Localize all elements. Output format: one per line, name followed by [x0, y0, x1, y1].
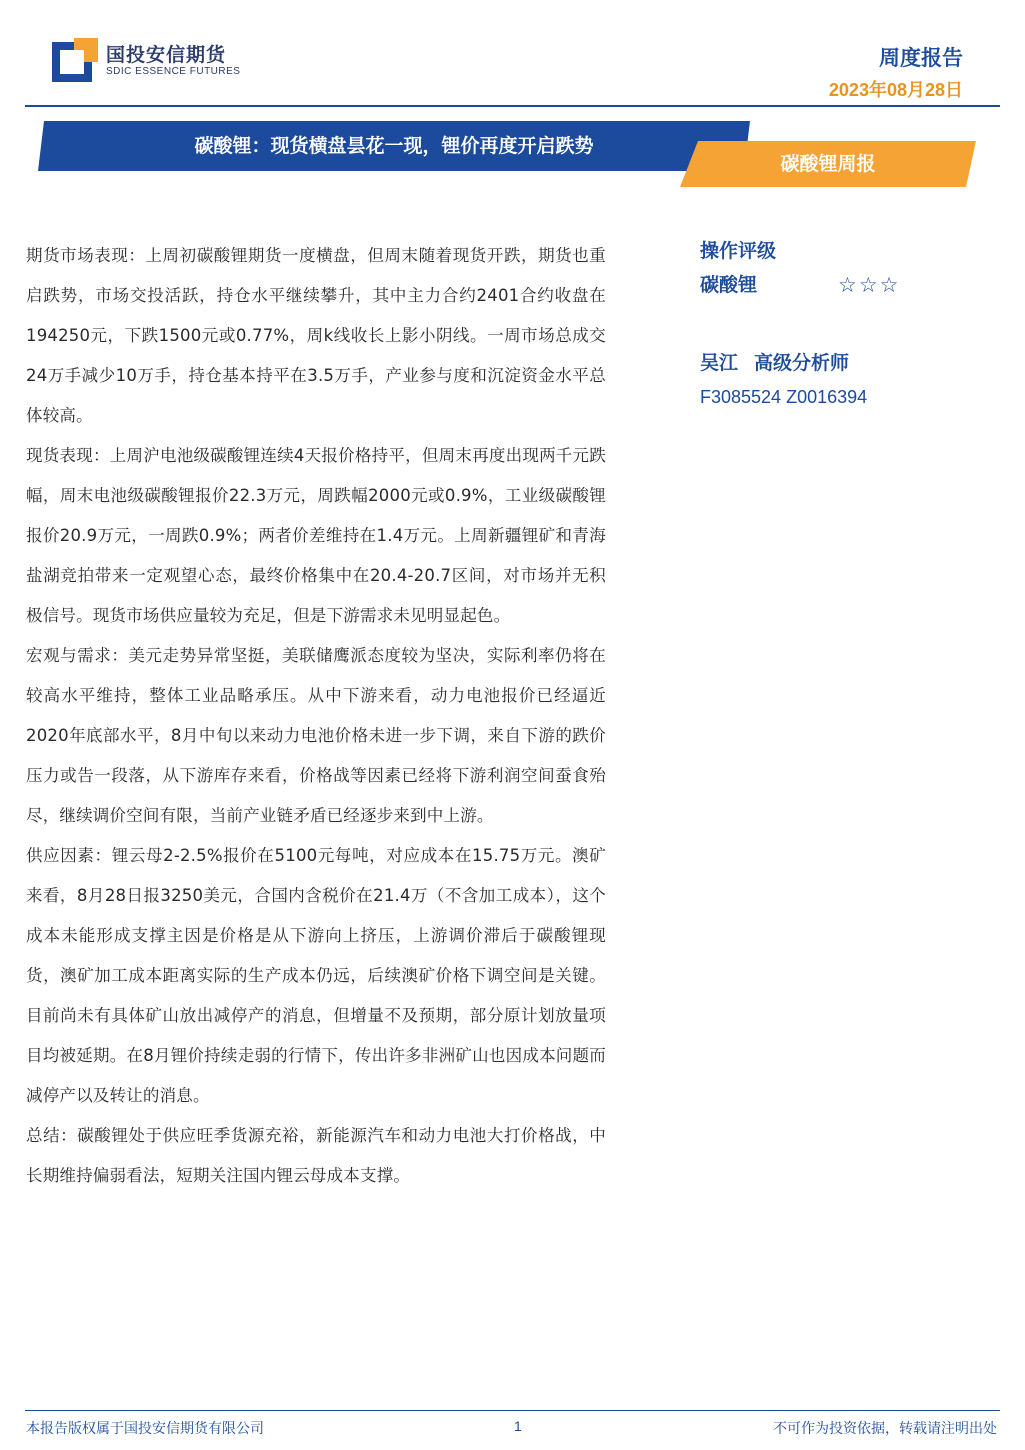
- rating-heading: 操作评级: [700, 240, 777, 262]
- rating-label: 碳酸锂: [700, 274, 758, 296]
- analyst-line: [700, 346, 1000, 380]
- logo-mark-icon: [52, 38, 98, 84]
- analyst-name: 吴江: [700, 352, 739, 374]
- rating-row: [700, 268, 1000, 302]
- rating-stars: [838, 268, 898, 302]
- paragraph-futures: 期货市场表现：上周初碳酸锂期货一度横盘，但周末随着现货开跌，期货也重启跌势，市场交投活跃，持仓水平继续攀升，其中主力合约2401合约收盘在194250元，下跌1500元或0.77%，周k线收长上影小阴线。一周市场总成交24万手减少10万手，持仓基本持平在3.5万手，产业参与度和沉淀资金水平总体较高。: [26, 246, 606, 425]
- footer-divider: [25, 1410, 1000, 1411]
- paragraph-spot: 现货表现：上周沪电池级碳酸锂连续4天报价格持平，但周末再度出现两千元跌幅，周末电池级碳酸锂报价22.3万元，周跌幅2000元或0.9%，工业级碳酸锂报价20.9万元，一周跌0.9%；两者价差维持在1.4万元。上周新疆锂矿和青海盐湖竞拍带来一定观望心态，最终价格集中在20.4-20.7区间，对市场并无积极信号。现货市场供应量较为充足，但是下游需求未见明显起色。: [26, 446, 606, 625]
- side-panel: [700, 234, 1000, 414]
- star-outline-icon: ☆: [838, 273, 857, 297]
- paragraph-summary: 总结：碳酸锂处于供应旺季货源充裕，新能源汽车和动力电池大打价格战，中长期维持偏弱看法，短期关注国内锂云母成本支撑。: [26, 1126, 606, 1185]
- logo-en-text: SDIC ESSENCE FUTURES: [106, 66, 241, 77]
- report-body: [26, 236, 606, 1196]
- title-banner: [38, 121, 750, 171]
- logo-cn-text: 国投安信期货: [106, 44, 227, 66]
- analyst-ids: F3085524 Z0016394: [700, 387, 868, 407]
- footer-disclaimer: 不可作为投资依据，转载请注明出处: [773, 1421, 997, 1437]
- footer-copyright: 本报告版权属于国投安信期货有限公司: [26, 1421, 264, 1437]
- tag-banner: [680, 141, 976, 187]
- report-date: 2023年08月28日: [828, 80, 963, 100]
- paragraph-macro-demand: 宏观与需求：美元走势异常坚挺，美联储鹰派态度较为坚决，实际利率仍将在较高水平维持，整体工业品略承压。从中下游来看，动力电池报价已经逼近2020年底部水平，8月中旬以来动力电池价格未进一步下调，来自下游的跌价压力或告一段落，从下游库存来看，价格战等因素已经将下游利润空间蚕食殆尽，继续调价空间有限，当前产业链矛盾已经逐步来到中上游。: [26, 646, 606, 825]
- header-divider: [25, 105, 1000, 107]
- report-type: 周度报告: [879, 46, 963, 70]
- report-title: 碳酸锂：现货横盘昙花一现，锂价再度开启跌势: [194, 135, 594, 157]
- report-tag: 碳酸锂周报: [780, 153, 876, 175]
- page-number: 1: [514, 1418, 522, 1434]
- analyst-title: 高级分析师: [754, 352, 850, 374]
- paragraph-supply: 供应因素：锂云母2-2.5%报价在5100元每吨，对应成本在15.75万元。澳矿来看，8月28日报3250美元，合国内含税价在21.4万（不含加工成本），这个成本未能形成支撑主因是价格是从下游向上挤压，上游调价滞后于碳酸锂现货，澳矿加工成本距离实际的生产成本仍远，后续澳矿价格下调空间是关键。目前尚未有具体矿山放出减停产的消息，但增量不及预期，部分原计划放量项目均被延期。在8月锂价持续走弱的行情下，传出许多非洲矿山也因成本问题而减停产以及转让的消息。: [26, 846, 606, 1105]
- star-outline-icon: ☆: [879, 273, 899, 297]
- company-logo: [52, 38, 240, 84]
- star-outline-icon: ☆: [858, 273, 878, 297]
